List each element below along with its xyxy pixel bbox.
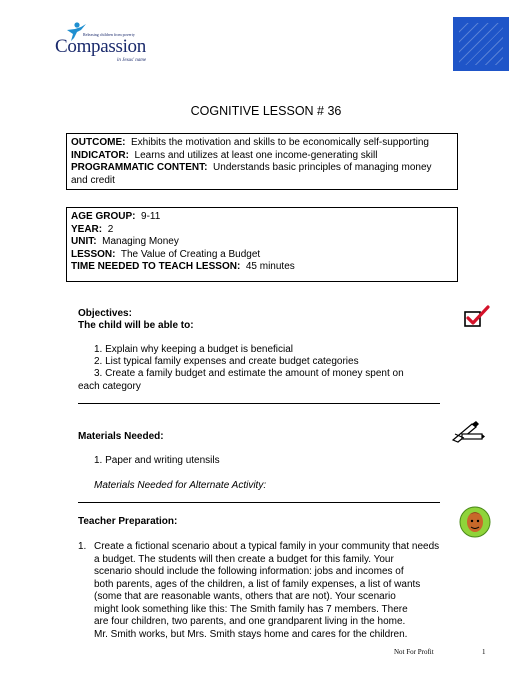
- objective-item-2: 2. List typical family expenses and create budget categories: [94, 356, 359, 367]
- content-value-line2: and credit: [71, 174, 115, 186]
- blue-texture: [459, 23, 503, 65]
- objective-item-1: 1. Explain why keeping a budget is beneficial: [94, 344, 294, 355]
- teacher-prep-line-5: (some that are reasonable wants, others that are not). Your scenario: [94, 591, 396, 602]
- teacher-prep-line-4: both parents, ages of the children, a list of family expenses, a list of wants: [94, 578, 421, 590]
- time-label: TIME NEEDED TO TEACH LESSON:: [71, 261, 241, 273]
- blue-corner-graphic: [453, 17, 509, 71]
- teacher-prep-line-7: are four children, two parents, and one grandparent living in the home.: [94, 616, 406, 627]
- logo-brand-text: Compassion: [55, 36, 146, 57]
- indicator-row: [71, 150, 453, 163]
- compassion-logo: [55, 22, 165, 68]
- teacher-prep-line-8: Mr. Smith works, but Mrs. Smith stays home and cares for the children.: [94, 628, 408, 640]
- checkbox-check-icon: [463, 305, 491, 329]
- teacher-face-icon: [458, 505, 492, 539]
- content-value-line1: Understands basic principles of managing money: [213, 162, 432, 174]
- teacher-prep-line-1: Create a fictional scenario about a typical family in your community that needs: [94, 541, 440, 552]
- page-title: COGNITIVE LESSON # 36: [190, 104, 342, 118]
- teacher-prep-number: 1.: [78, 541, 87, 552]
- teacher-prep-heading: Teacher Preparation:: [78, 516, 178, 527]
- lesson-value: The Value of Creating a Budget: [120, 248, 261, 260]
- time-value: 45 minutes: [245, 261, 295, 273]
- outcome-row: [71, 137, 453, 150]
- indicator-value: Learns and utilizes at least one income-generating skill: [134, 149, 378, 161]
- unit-value: Managing Money: [102, 236, 179, 248]
- content-label: PROGRAMMATIC CONTENT:: [71, 162, 208, 174]
- pencil-crayon-icon: [450, 420, 486, 444]
- year-row: [71, 224, 453, 237]
- objectives-subheading: The child will be able to:: [78, 320, 194, 331]
- content-row: [71, 162, 453, 175]
- age-value: 9-11: [141, 211, 161, 222]
- indicator-label: INDICATOR:: [71, 149, 129, 161]
- year-label: YEAR:: [71, 223, 103, 235]
- lesson-label: LESSON:: [71, 248, 116, 260]
- footer-notice: Not For Profit: [394, 648, 434, 656]
- materials-alternate: Materials Needed for Alternate Activity:: [94, 480, 267, 491]
- teacher-prep-line-6: might look something like this: The Smith family has 7 members. There: [94, 603, 408, 615]
- divider-1: [78, 403, 440, 404]
- lesson-info-box: [66, 207, 458, 282]
- teacher-prep-line-3: scenario should include the following information: jobs and incomes of: [94, 566, 404, 577]
- unit-row: [71, 236, 453, 249]
- objective-item-3-cont: each category: [78, 381, 141, 392]
- lesson-row: [71, 249, 453, 262]
- outcome-label: OUTCOME:: [71, 137, 126, 148]
- objective-item-3: 3. Create a family budget and estimate the amount of money spent on: [94, 368, 404, 379]
- page-number: 1: [482, 648, 486, 656]
- logo-tagline-top: Releasing children from poverty: [83, 32, 135, 37]
- year-value: 2: [107, 223, 114, 235]
- divider-2: [78, 502, 440, 503]
- outcome-value: Exhibits the motivation and skills to be economically self-supporting: [131, 137, 429, 148]
- objectives-heading: Objectives:: [78, 308, 132, 319]
- logo-tagline-bottom: in Jesus' name: [117, 58, 147, 63]
- age-label: AGE GROUP:: [71, 211, 136, 222]
- teacher-prep-line-2: a budget. The students will then create a budget for this family. Your: [94, 553, 394, 565]
- unit-label: UNIT:: [71, 236, 97, 248]
- time-row: [71, 261, 453, 274]
- outcome-box: [66, 133, 458, 190]
- materials-heading: Materials Needed:: [78, 431, 164, 442]
- materials-item-1: 1. Paper and writing utensils: [94, 455, 220, 466]
- age-row: [71, 211, 453, 224]
